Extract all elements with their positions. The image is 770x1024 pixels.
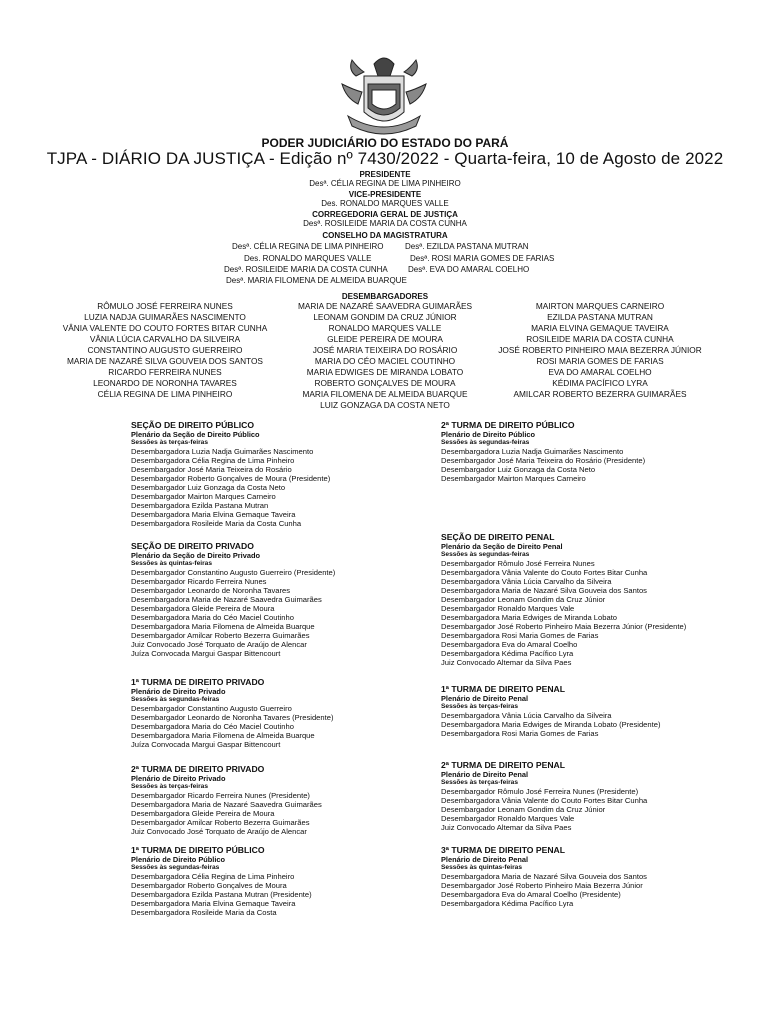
- section-member: Desembargadora Luzia Nadja Guimarães Nascimento: [441, 447, 624, 456]
- section-member: Desembargadora Maria Elvina Gemaque Taveira: [131, 510, 296, 519]
- section-member: Desembargador Ricardo Ferreira Nunes (Presidente): [131, 791, 310, 800]
- section-member: Juíza Convocada Margui Gaspar Bittencourt: [131, 649, 281, 658]
- desembargadores-label: DESEMBARGADORES: [341, 292, 429, 301]
- desembargador-name: VÂNIA VALENTE DO COUTO FORTES BITAR CUNHA: [62, 323, 268, 333]
- section-title: SEÇÃO DE DIREITO PRIVADO: [131, 541, 254, 551]
- desembargador-name: MARIA DO CÉO MACIEL COUTINHO: [314, 356, 456, 366]
- section-title: 2ª TURMA DE DIREITO PÚBLICO: [441, 420, 575, 430]
- section-member: Desembargador Leonam Gondim da Cruz Júnior: [441, 805, 606, 814]
- desembargadores-col-1: [55, 301, 275, 400]
- section-sessoes: Sessões às segundas-feiras: [131, 696, 220, 703]
- desembargador-name: RICARDO FERREIRA NUNES: [108, 367, 222, 377]
- section-title: 2ª TURMA DE DIREITO PENAL: [441, 760, 565, 770]
- desembargador-name: MARIA DE NAZARÉ SILVA GOUVEIA DOS SANTOS: [67, 356, 263, 366]
- section-member: Desembargador Ronaldo Marques Vale: [441, 814, 575, 823]
- section-right-3: [441, 760, 647, 832]
- section-sessoes: Sessões às quintas-feiras: [441, 864, 522, 871]
- section-sessoes: Sessões às segundas-feiras: [131, 864, 220, 871]
- presidente-label: PRESIDENTE: [359, 170, 411, 179]
- section-sessoes: Sessões às terças-feiras: [441, 779, 518, 786]
- section-member: Desembargadora Maria Filomena de Almeida Buarque: [131, 622, 315, 631]
- section-right-2: [441, 684, 661, 738]
- section-member: Desembargador Luiz Gonzaga da Costa Neto: [441, 465, 596, 474]
- section-member: Desembargador José Maria Teixeira do Rosário: [131, 465, 292, 474]
- corregedoria-name: Desª. ROSILEIDE MARIA DA COSTA CUNHA: [303, 219, 467, 228]
- section-title: SEÇÃO DE DIREITO PENAL: [441, 532, 555, 542]
- section-sessoes: Sessões às quintas-feiras: [131, 560, 212, 567]
- conselho-member: Desª. ROSILEIDE MARIA DA COSTA CUNHA: [224, 265, 388, 274]
- section-member: Desembargadora Maria de Nazaré Silva Gouveia dos Santos: [441, 586, 647, 595]
- section-title: 3ª TURMA DE DIREITO PENAL: [441, 845, 565, 855]
- desembargador-name: CONSTANTINO AUGUSTO GUERREIRO: [87, 345, 243, 355]
- section-member: Desembargador Roberto Gonçalves de Moura: [131, 881, 287, 890]
- desembargador-name: GLEIDE PEREIRA DE MOURA: [327, 334, 443, 344]
- conselho-left-list: [224, 241, 410, 276]
- section-member: Desembargadora Maria Edwiges de Miranda Lobato: [441, 613, 618, 622]
- section-member: Desembargadora Kédima Pacífico Lyra: [441, 649, 574, 658]
- section-plenario: Plenário da Seção de Direito Penal: [441, 542, 563, 551]
- desembargador-name: CÉLIA REGINA DE LIMA PINHEIRO: [97, 389, 233, 399]
- section-member: Juiz Convocado José Torquato de Araújo de Alencar: [131, 640, 307, 649]
- section-right-4: [441, 845, 647, 908]
- section-sessoes: Sessões às terças-feiras: [131, 783, 208, 790]
- section-member: Desembargadora Vânia Lúcia Carvalho da Silveira: [441, 711, 612, 720]
- section-sessoes: Sessões às segundas-feiras: [441, 551, 530, 558]
- section-member: Desembargadora Célia Regina de Lima Pinheiro: [131, 456, 295, 465]
- desembargador-name: AMILCAR ROBERTO BEZERRA GUIMARÃES: [513, 389, 687, 399]
- section-title: SEÇÃO DE DIREITO PÚBLICO: [131, 420, 255, 430]
- desembargador-name: MARIA ELVINA GEMAQUE TAVEIRA: [531, 323, 669, 333]
- section-member: Desembargadora Maria de Nazaré Saavedra Guimarães: [131, 595, 322, 604]
- desembargador-name: RÔMULO JOSÉ FERREIRA NUNES: [97, 301, 233, 311]
- section-member: Desembargador Rômulo José Ferreira Nunes (Presidente): [441, 787, 639, 796]
- desembargador-name: EVA DO AMARAL COELHO: [548, 367, 652, 377]
- section-member: Juíza Convocada Margui Gaspar Bittencourt: [131, 740, 281, 749]
- desembargador-name: LEONAM GONDIM DA CRUZ JÚNIOR: [313, 312, 457, 322]
- desembargadores-col-2: [275, 301, 495, 411]
- section-right-1: [441, 532, 686, 667]
- section-member: Desembargador Luiz Gonzaga da Costa Neto: [131, 483, 286, 492]
- section-plenario: Plenário da Seção de Direito Público: [131, 430, 260, 439]
- conselho-member: Desª. ROSI MARIA GOMES DE FARIAS: [410, 253, 555, 263]
- section-left-4: [131, 845, 312, 917]
- section-left-2: [131, 677, 333, 749]
- section-sessoes: Sessões às segundas-feiras: [441, 439, 530, 446]
- desembargador-name: LUZIA NADJA GUIMARÃES NASCIMENTO: [84, 312, 246, 322]
- section-member: Desembargadora Rosi Maria Gomes de Farias: [441, 729, 599, 738]
- section-member: Desembargador Mairton Marques Carneiro: [441, 474, 586, 483]
- conselho-member: Desª. EZILDA PASTANA MUTRAN: [405, 242, 529, 251]
- section-member: Desembargador Ricardo Ferreira Nunes: [131, 577, 267, 586]
- section-member: Desembargador Constantino Augusto Guerreiro: [131, 704, 292, 713]
- section-member: Desembargadora Rosileide Maria da Costa: [131, 908, 277, 917]
- corregedoria-label: CORREGEDORIA GERAL DE JUSTIÇA: [312, 210, 458, 219]
- section-plenario: Plenário de Direito Penal: [441, 855, 529, 864]
- section-plenario: Plenário de Direito Público: [441, 430, 536, 439]
- section-right-0: [441, 420, 645, 483]
- section-member: Desembargador Amilcar Roberto Bezerra Guimarães: [131, 631, 310, 640]
- section-member: Desembargadora Maria de Nazaré Saavedra Guimarães: [131, 800, 322, 809]
- section-plenario: Plenário da Seção de Direito Privado: [131, 551, 260, 560]
- vice-presidente-name: Des. RONALDO MARQUES VALLE: [321, 199, 449, 208]
- section-title: 1ª TURMA DE DIREITO PENAL: [441, 684, 565, 694]
- vice-presidente-label: VICE-PRESIDENTE: [348, 190, 422, 199]
- desembargador-name: LEONARDO DE NORONHA TAVARES: [93, 378, 237, 388]
- section-member: Desembargador Roberto Gonçalves de Moura (Presidente): [131, 474, 331, 483]
- section-member: Desembargadora Vânia Valente do Couto Fortes Bitar Cunha: [441, 568, 648, 577]
- desembargadores-col-3: [485, 301, 715, 400]
- desembargador-name: JOSÉ MARIA TEIXEIRA DO ROSÁRIO: [312, 345, 458, 355]
- section-member: Desembargadora Gleide Pereira de Moura: [131, 604, 275, 613]
- section-member: Desembargadora Eva do Amaral Coelho (Presidente): [441, 890, 621, 899]
- section-member: Desembargador José Roberto Pinheiro Maia Bezerra Júnior (Presidente): [441, 622, 687, 631]
- section-left-3: [131, 764, 322, 836]
- section-member: Desembargadora Maria do Céo Maciel Coutinho: [131, 613, 294, 622]
- conselho-label: CONSELHO DA MAGISTRATURA: [322, 231, 448, 240]
- page-title: TJPA - DIÁRIO DA JUSTIÇA - Edição nº 7430/2022 - Quarta-feira, 10 de Agosto de 2022: [46, 149, 724, 168]
- desembargador-name: VÂNIA LÚCIA CARVALHO DA SILVEIRA: [89, 334, 241, 344]
- section-title: 1ª TURMA DE DIREITO PRIVADO: [131, 677, 265, 687]
- desembargador-name: RONALDO MARQUES VALLE: [328, 323, 442, 333]
- conselho-member-last: Desª. MARIA FILOMENA DE ALMEIDA BUARQUE: [226, 276, 407, 285]
- section-member: Desembargador Mairton Marques Carneiro: [131, 492, 276, 501]
- section-plenario: Plenário de Direito Privado: [131, 774, 226, 783]
- section-title: 1ª TURMA DE DIREITO PÚBLICO: [131, 845, 265, 855]
- section-plenario: Plenário de Direito Privado: [131, 687, 226, 696]
- section-member: Desembargadora Kédima Pacífico Lyra: [441, 899, 574, 908]
- section-member: Desembargadora Rosi Maria Gomes de Farias: [441, 631, 599, 640]
- desembargador-name: MARIA DE NAZARÉ SAAVEDRA GUIMARÃES: [297, 301, 473, 311]
- conselho-right-list: [405, 241, 585, 276]
- section-member: Desembargadora Vânia Valente do Couto Fortes Bitar Cunha: [441, 796, 648, 805]
- desembargador-name: MARIA EDWIGES DE MIRANDA LOBATO: [306, 367, 464, 377]
- desembargador-name: KÉDIMA PACÍFICO LYRA: [552, 378, 648, 388]
- section-title: 2ª TURMA DE DIREITO PRIVADO: [131, 764, 265, 774]
- section-member: Juiz Convocado Altemar da Silva Paes: [441, 658, 572, 667]
- desembargador-name: ROSI MARIA GOMES DE FARIAS: [536, 356, 664, 366]
- section-member: Desembargadora Vânia Lúcia Carvalho da Silveira: [441, 577, 612, 586]
- section-member: Desembargador José Roberto Pinheiro Maia Bezerra Júnior: [441, 881, 643, 890]
- section-member: Desembargadora Maria de Nazaré Silva Gouveia dos Santos: [441, 872, 647, 881]
- section-left-0: [131, 420, 330, 528]
- conselho-member: Des. RONALDO MARQUES VALLE: [244, 253, 372, 263]
- section-member: Desembargador Rômulo José Ferreira Nunes: [441, 559, 595, 568]
- section-member: Desembargadora Célia Regina de Lima Pinheiro: [131, 872, 295, 881]
- section-left-1: [131, 541, 335, 658]
- section-member: Desembargador Leonardo de Noronha Tavares (Presidente): [131, 713, 334, 722]
- desembargador-name: EZILDA PASTANA MUTRAN: [547, 312, 653, 322]
- section-plenario: Plenário de Direito Penal: [441, 694, 529, 703]
- section-plenario: Plenário de Direito Penal: [441, 770, 529, 779]
- section-member: Desembargadora Maria Filomena de Almeida Buarque: [131, 731, 315, 740]
- conselho-member: Desª. EVA DO AMARAL COELHO: [408, 265, 530, 274]
- presidente-name: Desª. CÉLIA REGINA DE LIMA PINHEIRO: [309, 179, 461, 188]
- section-member: Desembargador Leonam Gondim da Cruz Júnior: [441, 595, 606, 604]
- section-member: Desembargadora Luzia Nadja Guimarães Nascimento: [131, 447, 314, 456]
- section-member: Juiz Convocado José Torquato de Araújo de Alencar: [131, 827, 307, 836]
- section-member: Desembargadora Maria Elvina Gemaque Taveira: [131, 899, 296, 908]
- section-member: Desembargador Constantino Augusto Guerreiro (Presidente): [131, 568, 336, 577]
- desembargador-name: JOSÉ ROBERTO PINHEIRO MAIA BEZERRA JÚNIOR: [498, 345, 702, 355]
- section-member: Desembargadora Eva do Amaral Coelho: [441, 640, 578, 649]
- desembargador-name: LUIZ GONZAGA DA COSTA NETO: [320, 400, 450, 410]
- section-member: Desembargador Leonardo de Noronha Tavares: [131, 586, 291, 595]
- section-member: Desembargadora Maria do Céo Maciel Coutinho: [131, 722, 294, 731]
- section-member: Desembargadora Rosileide Maria da Costa Cunha: [131, 519, 302, 528]
- desembargador-name: MARIA FILOMENA DE ALMEIDA BUARQUE: [302, 389, 468, 399]
- court-name: PODER JUDICIÁRIO DO ESTADO DO PARÁ: [261, 136, 509, 150]
- conselho-member: Desª. CÉLIA REGINA DE LIMA PINHEIRO: [232, 242, 384, 251]
- section-member: Desembargadora Maria Edwiges de Miranda Lobato (Presidente): [441, 720, 661, 729]
- desembargador-name: ROBERTO GONÇALVES DE MOURA: [314, 378, 456, 388]
- section-plenario: Plenário de Direito Público: [131, 855, 226, 864]
- section-member: Desembargadora Ezilda Pastana Mutran: [131, 501, 269, 510]
- desembargador-name: MAIRTON MARQUES CARNEIRO: [535, 301, 665, 311]
- section-member: Desembargadora Gleide Pereira de Moura: [131, 809, 275, 818]
- coat-of-arms-seal: [328, 46, 440, 140]
- desembargador-name: ROSILEIDE MARIA DA COSTA CUNHA: [526, 334, 674, 344]
- section-member: Desembargador José Maria Teixeira do Rosário (Presidente): [441, 456, 646, 465]
- section-member: Juiz Convocado Altemar da Silva Paes: [441, 823, 572, 832]
- section-member: Desembargador Ronaldo Marques Vale: [441, 604, 575, 613]
- section-member: Desembargadora Ezilda Pastana Mutran (Presidente): [131, 890, 312, 899]
- section-member: Desembargador Amilcar Roberto Bezerra Guimarães: [131, 818, 310, 827]
- section-sessoes: Sessões às terças-feiras: [131, 439, 208, 446]
- section-sessoes: Sessões às terças-feiras: [441, 703, 518, 710]
